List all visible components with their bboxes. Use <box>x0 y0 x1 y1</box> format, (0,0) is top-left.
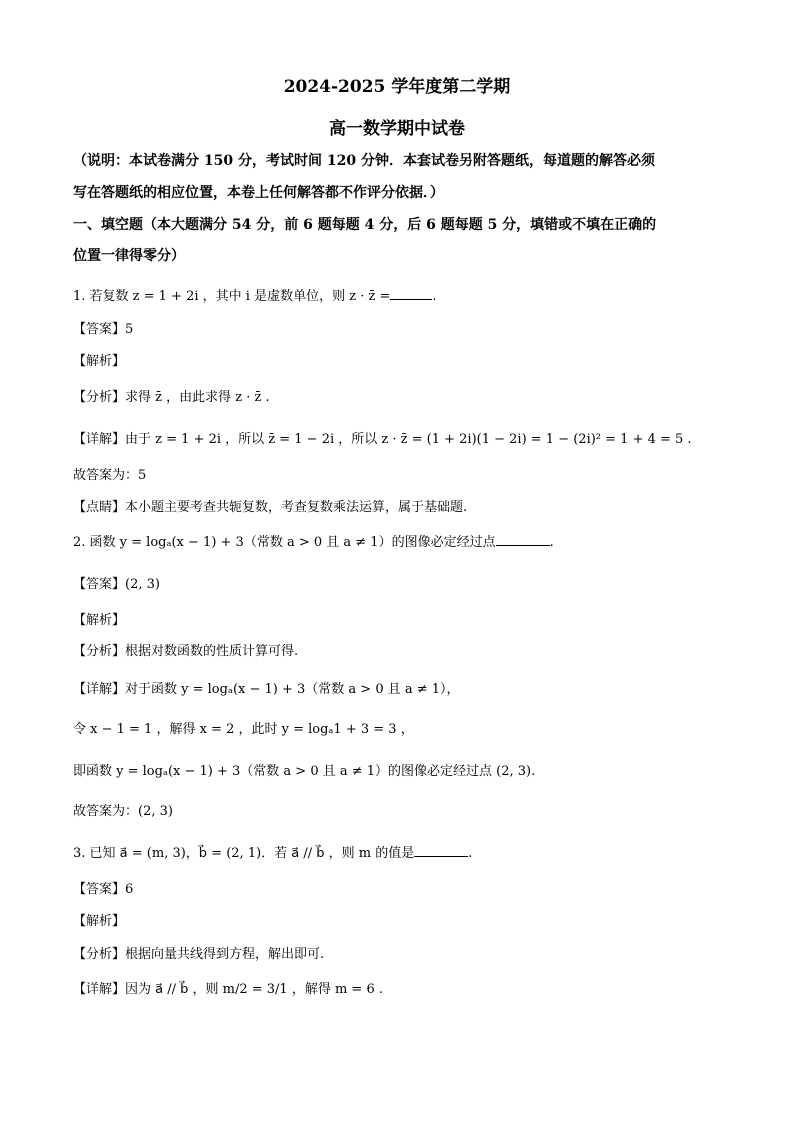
q1-fenxi: 【分析】求得 z̄ ，由此求得 z · z̄ . <box>73 390 270 405</box>
q1-answer: 【答案】5 <box>73 322 134 337</box>
question-1-text: 1. 若复数 z = 1 + 2i ，其中 i 是虚数单位，则 z · z̄ = <box>73 289 391 304</box>
q2-step-3: 即函数 y = logₐ(x − 1) + 3（常数 a > 0 且 a ≠ 1）的图像必定经过点 (2, 3). <box>73 764 536 779</box>
answer-blank <box>414 844 468 857</box>
q2-answer: 【答案】(2, 3) <box>73 577 160 592</box>
q1-analysis-label: 【解析】 <box>73 354 126 369</box>
instructions-line-2: 写在答题纸的相应位置，本卷上任何解答都不作评分依据．） <box>73 185 444 201</box>
q1-detail: 【详解】由于 z = 1 + 2i ，所以 z̄ = 1 − 2i ，所以 z · z̄ = (1 + 2i)(1 − 2i) = 1 − (2i)² = 1 + 4 = 5 . <box>73 432 692 447</box>
section-heading-line-2: 位置一律得零分） <box>73 248 185 264</box>
q2-analysis-label: 【解析】 <box>73 613 126 628</box>
exam-subtitle: 高一数学期中试卷 <box>329 119 465 139</box>
q2-fenxi: 【分析】根据对数函数的性质计算可得. <box>73 644 299 659</box>
q2-detail: 【详解】对于函数 y = logₐ(x − 1) + 3（常数 a > 0 且 a ≠ 1）， <box>73 682 460 697</box>
question-2-text: 2. 函数 y = logₐ(x − 1) + 3（常数 a > 0 且 a ≠ 1）的图像必定经过点 <box>73 535 496 550</box>
section-heading-line-1: 一、填空题（本大题满分 54 分，前 6 题每题 4 分，后 6 题每题 5 分，填错或不填在正确的 <box>73 217 657 233</box>
q2-step-2: 令 x − 1 = 1 ，解得 x = 2 ，此时 y = logₐ1 + 3 = 3 ， <box>73 722 414 737</box>
answer-blank <box>390 287 432 300</box>
q3-analysis-label: 【解析】 <box>73 914 126 929</box>
q1-conclusion: 故答案为：5 <box>73 468 147 483</box>
answer-blank <box>496 533 550 546</box>
question-2: 2. 函数 y = logₐ(x − 1) + 3（常数 a > 0 且 a ≠ 1）的图像必定经过点 . <box>73 535 554 550</box>
q3-answer: 【答案】6 <box>73 882 134 897</box>
instructions-line-1: （说明：本试卷满分 150 分，考试时间 120 分钟．本套试卷另附答题纸，每道题的解答必须 <box>73 153 655 169</box>
question-3-text: 3. 已知 a⃗ = (m, 3)，b⃗ = (2, 1)．若 a⃗ // b⃗ ，则 m 的值是 <box>73 846 415 861</box>
question-3: 3. 已知 a⃗ = (m, 3)，b⃗ = (2, 1)．若 a⃗ // b⃗ ，则 m 的值是 . <box>73 846 473 861</box>
q3-fenxi: 【分析】根据向量共线得到方程，解出即可. <box>73 947 325 962</box>
q3-detail: 【详解】因为 a⃗ // b⃗ ，则 m/2 = 3/1 ，解得 m = 6 . <box>73 982 383 997</box>
q1-comment: 【点睛】本小题主要考查共轭复数，考查复数乘法运算，属于基础题. <box>73 500 468 515</box>
exam-title: 2024-2025 学年度第二学期 <box>283 77 511 97</box>
question-1: 1. 若复数 z = 1 + 2i ，其中 i 是虚数单位，则 z · z̄ = . <box>73 289 437 304</box>
q2-conclusion: 故答案为：(2, 3) <box>73 804 173 819</box>
